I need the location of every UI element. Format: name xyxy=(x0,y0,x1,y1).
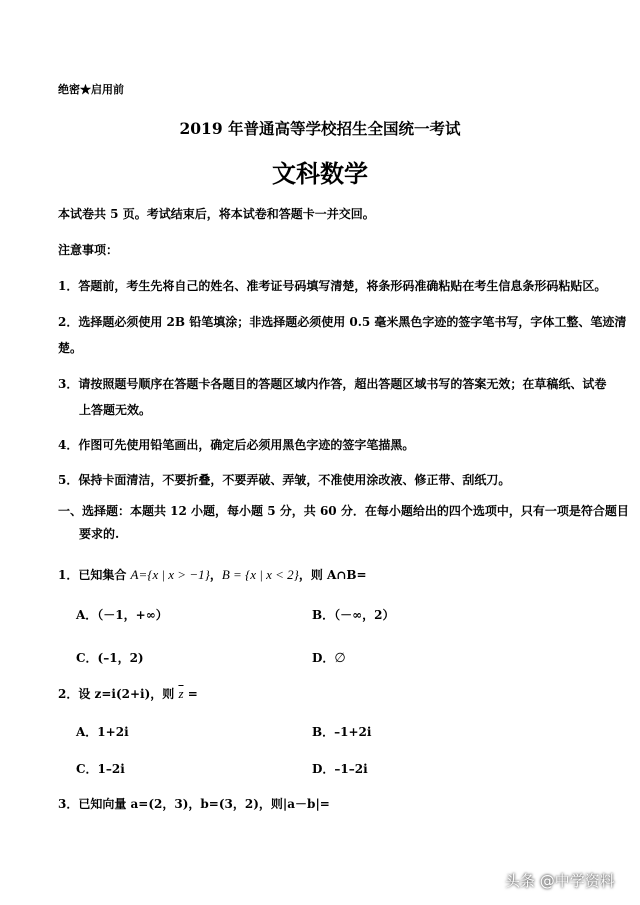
section-1-heading-line-2: 要求的. xyxy=(79,527,120,541)
q2-option-d: D．–1–2i xyxy=(312,762,368,776)
q2-option-b: B．–1+2i xyxy=(312,725,372,739)
confidential-label: 绝密★启用前 xyxy=(58,83,124,96)
note-4: 4．作图可先使用铅笔画出，确定后必须用黑色字迹的签字笔描黑。 xyxy=(58,438,415,452)
intro-text: 本试卷共 5 页。考试结束后，将本试卷和答题卡一并交回。 xyxy=(58,207,375,221)
notes-heading: 注意事项： xyxy=(58,243,119,257)
q2-option-c: C．1–2i xyxy=(76,762,125,776)
note-3-line-1: 3．请按照题号顺序在答题卡各题目的答题区域内作答，超出答题区域书写的答案无效；在草稿纸、试卷 xyxy=(58,377,607,391)
question-2-prefix: 2．设 z=i(2+i)，则 xyxy=(58,687,179,701)
q1-option-d xyxy=(312,650,346,666)
set-a-expression: A={x | x > −1} xyxy=(130,567,210,582)
question-1-suffix: ，则 A∩B= xyxy=(298,568,367,582)
question-3: 3．已知向量 a=(2，3)，b=(3，2)，则|a－b|= xyxy=(58,797,330,811)
question-1 xyxy=(58,567,367,583)
empty-set-symbol: ∅ xyxy=(334,650,346,665)
watermark: 头条 @中学资料 xyxy=(505,872,615,890)
set-b-expression: B = {x | x < 2} xyxy=(221,567,299,582)
question-2-suffix: = xyxy=(183,687,198,701)
question-2 xyxy=(58,686,198,702)
z-conjugate: $\overline{z}$ xyxy=(178,686,184,701)
note-3-line-2: 上答题无效。 xyxy=(79,403,152,417)
section-1-heading-line-1: 一、选择题：本题共 12 小题，每小题 5 分，共 60 分．在每小题给出的四个选项中，只有一项是符合题目 xyxy=(58,504,629,518)
q1-option-b: B．（－∞，2） xyxy=(312,608,395,622)
q2-option-a: A．1+2i xyxy=(76,725,129,739)
note-5: 5．保持卡面清洁，不要折叠，不要弄破、弄皱，不准使用涂改液、修正带、刮纸刀。 xyxy=(58,473,511,487)
q1-option-d-label: D． xyxy=(312,651,335,665)
q1-option-c: C．(–1，2) xyxy=(76,651,144,665)
q1-option-a: A．（－1，+∞） xyxy=(76,608,168,622)
question-1-prefix: 1．已知集合 xyxy=(58,568,131,582)
note-1: 1．答题前，考生先将自己的姓名、准考证号码填写清楚，将条形码准确粘贴在考生信息条形码粘贴区。 xyxy=(58,279,607,293)
subject-title: 文科数学 xyxy=(272,159,368,188)
exam-title: 2019 年普通高等学校招生全国统一考试 xyxy=(179,119,461,138)
question-1-separator: ， xyxy=(209,568,222,582)
note-2-line-1: 2．选择题必须使用 2B 铅笔填涂；非选择题必须使用 0.5 毫米黑色字迹的签字笔书写，字体工整、笔迹清 xyxy=(58,315,627,329)
note-2-line-2: 楚。 xyxy=(58,341,83,355)
